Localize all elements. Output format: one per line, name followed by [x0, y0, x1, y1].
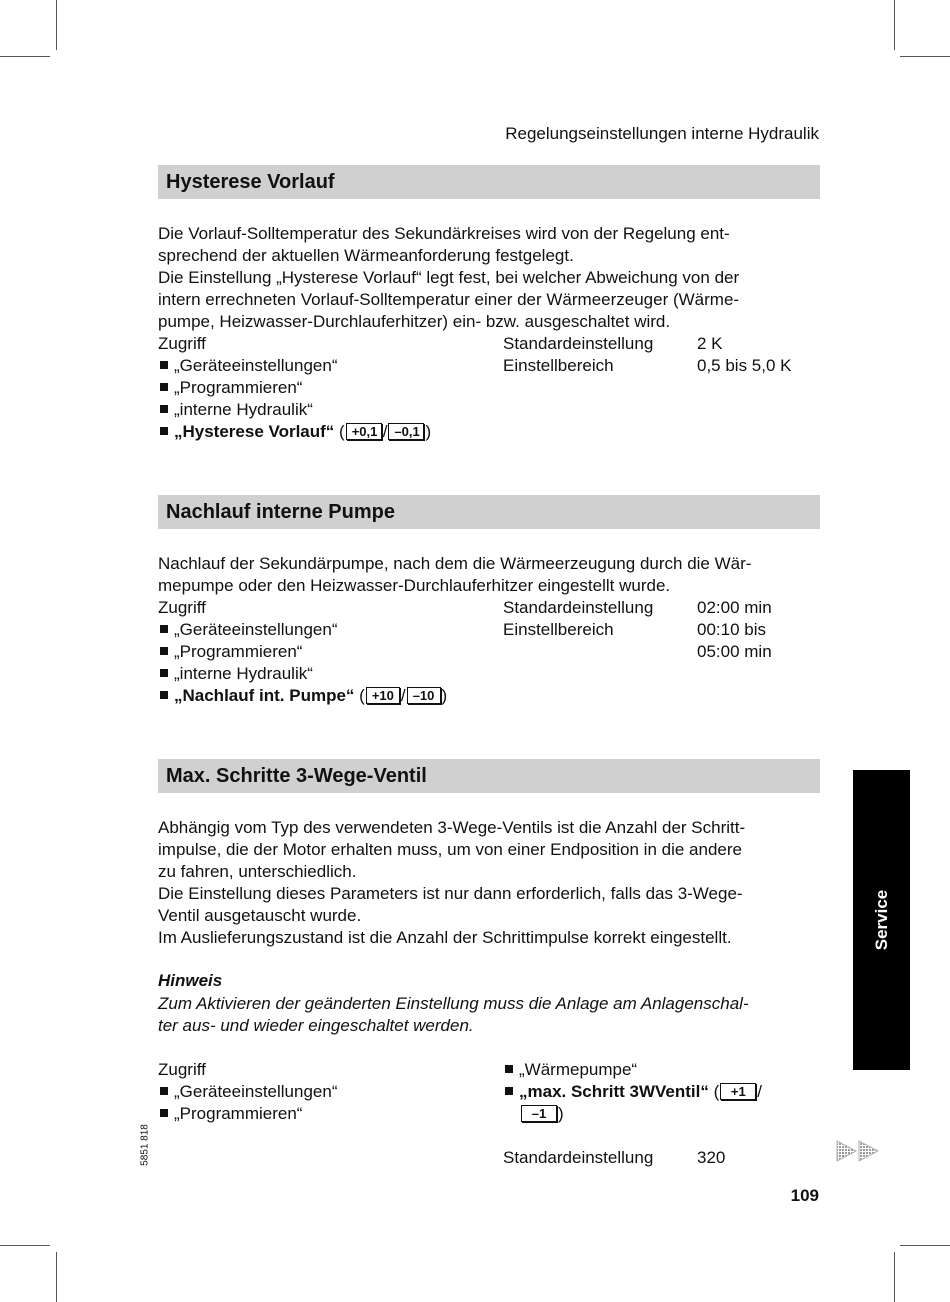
bullet-icon — [160, 1109, 168, 1117]
key-minus: –1 — [521, 1105, 557, 1122]
bullet-icon — [160, 669, 168, 677]
bullet-icon — [160, 405, 168, 413]
menu-path-item: „Geräteeinstellungen“ — [158, 1081, 337, 1103]
crop-mark — [56, 1252, 57, 1302]
document-number: 5851 818 — [139, 1124, 151, 1166]
section-paragraph — [158, 817, 820, 949]
access-label: Zugriff — [158, 598, 206, 617]
key-plus: +0,1 — [346, 423, 382, 440]
text-line: sprechend der aktuellen Wärmeanforderung festgelegt. — [158, 246, 574, 265]
text-line: pumpe, Heizwasser-Durchlauferhitzer) ein- bzw. ausgeschaltet wird. — [158, 312, 671, 331]
text-line: zu fahren, unterschiedlich. — [158, 862, 357, 881]
menu-path-item: „Hysterese Vorlauf“ ( +0,1 / –0,1 ) — [158, 421, 431, 443]
section-heading: Max. Schritte 3-Wege-Ventil — [158, 759, 820, 793]
text-line: Die Einstellung dieses Parameters ist nur dann erforderlich, falls das 3-Wege- — [158, 884, 743, 903]
menu-path-item: „Programmieren“ — [158, 641, 302, 663]
default-setting-label: Standardeinstellung — [503, 334, 654, 353]
key-plus: +10 — [366, 687, 400, 704]
bullet-icon — [505, 1065, 513, 1073]
bullet-icon — [160, 383, 168, 391]
text-line: Nachlauf der Sekundärpumpe, nach dem die Wärmeerzeugung durch die Wär- — [158, 554, 752, 573]
section-paragraph — [158, 553, 820, 597]
bullet-icon — [505, 1087, 513, 1095]
menu-path-item: „Programmieren“ — [158, 1103, 302, 1125]
default-setting-value: 320 — [697, 1148, 726, 1167]
access-label: Zugriff — [158, 1060, 206, 1079]
range-label: Einstellbereich — [503, 620, 614, 639]
section-heading: Hysterese Vorlauf — [158, 165, 820, 199]
range-value: 05:00 min — [697, 642, 772, 661]
text-line: Die Vorlauf-Solltemperatur des Sekundärkreises wird von der Regelung ent- — [158, 224, 730, 243]
text-line: mepumpe oder den Heizwasser-Durchlauferhitzer eingestellt wurde. — [158, 576, 671, 595]
access-settings-table — [158, 1059, 820, 1169]
access-label: Zugriff — [158, 334, 206, 353]
crop-mark — [56, 0, 57, 50]
bullet-icon — [160, 427, 168, 435]
key-minus: –0,1 — [388, 423, 424, 440]
text-line: Ventil ausgetauscht wurde. — [158, 906, 362, 925]
service-tab — [853, 770, 910, 1070]
default-setting-label: Standardeinstellung — [503, 598, 654, 617]
menu-path-item: „interne Hydraulik“ — [158, 663, 313, 685]
text-line: Im Auslieferungszustand ist die Anzahl der Schrittimpulse korrekt eingestellt. — [158, 928, 732, 947]
key-minus: –10 — [407, 687, 441, 704]
crop-mark — [900, 1245, 950, 1246]
default-setting-value: 02:00 min — [697, 598, 772, 617]
crop-mark — [900, 56, 950, 57]
page-number: 109 — [790, 1186, 819, 1205]
service-tab-label: Service — [871, 889, 891, 951]
default-setting-value: 2 K — [697, 334, 723, 353]
running-header: Regelungseinstellungen interne Hydraulik — [505, 124, 819, 143]
next-page-icon — [836, 1140, 880, 1162]
bullet-icon — [160, 647, 168, 655]
text-line: impulse, die der Motor erhalten muss, um von einer Endposition in die andere — [158, 840, 742, 859]
text-line: ter aus- und wieder eingeschaltet werden. — [158, 1016, 474, 1035]
menu-path-item: „Nachlauf int. Pumpe“ ( +10 / –10 ) — [158, 685, 447, 707]
access-settings-table — [158, 597, 820, 707]
crop-mark — [894, 1252, 895, 1302]
text-line: Die Einstellung „Hysterese Vorlauf“ legt fest, bei welcher Abweichung von der — [158, 268, 740, 287]
bullet-icon — [160, 361, 168, 369]
text-line: intern errechneten Vorlauf-Solltemperatur einer der Wärmeerzeuger (Wärme- — [158, 290, 740, 309]
default-setting-label: Standardeinstellung — [503, 1148, 654, 1167]
menu-path-item: „Geräteeinstellungen“ — [158, 355, 337, 377]
crop-mark — [894, 0, 895, 50]
menu-path-item: „max. Schritt 3WVentil“ ( +1 / — [503, 1081, 762, 1103]
hint-text — [158, 993, 820, 1037]
menu-path-item: –1 ) — [520, 1103, 564, 1125]
bullet-icon — [160, 1087, 168, 1095]
range-value: 0,5 bis 5,0 K — [697, 356, 792, 375]
text-line: Abhängig vom Typ des verwendeten 3-Wege-Ventils ist die Anzahl der Schritt- — [158, 818, 746, 837]
menu-path-item: „interne Hydraulik“ — [158, 399, 313, 421]
hint-title: Hinweis — [158, 971, 223, 990]
access-settings-table — [158, 333, 820, 443]
range-value: 00:10 bis — [697, 620, 766, 639]
menu-path-item: „Geräteeinstellungen“ — [158, 619, 337, 641]
menu-path-item: „Programmieren“ — [158, 377, 302, 399]
bullet-icon — [160, 691, 168, 699]
bullet-icon — [160, 625, 168, 633]
key-plus: +1 — [720, 1083, 756, 1100]
crop-mark — [0, 56, 50, 57]
range-label: Einstellbereich — [503, 356, 614, 375]
crop-mark — [0, 1245, 50, 1246]
section-heading: Nachlauf interne Pumpe — [158, 495, 820, 529]
text-line: Zum Aktivieren der geänderten Einstellung muss die Anlage am Anlagenschal- — [158, 994, 749, 1013]
menu-path-item: „Wärmepumpe“ — [503, 1059, 637, 1081]
section-paragraph — [158, 223, 820, 333]
